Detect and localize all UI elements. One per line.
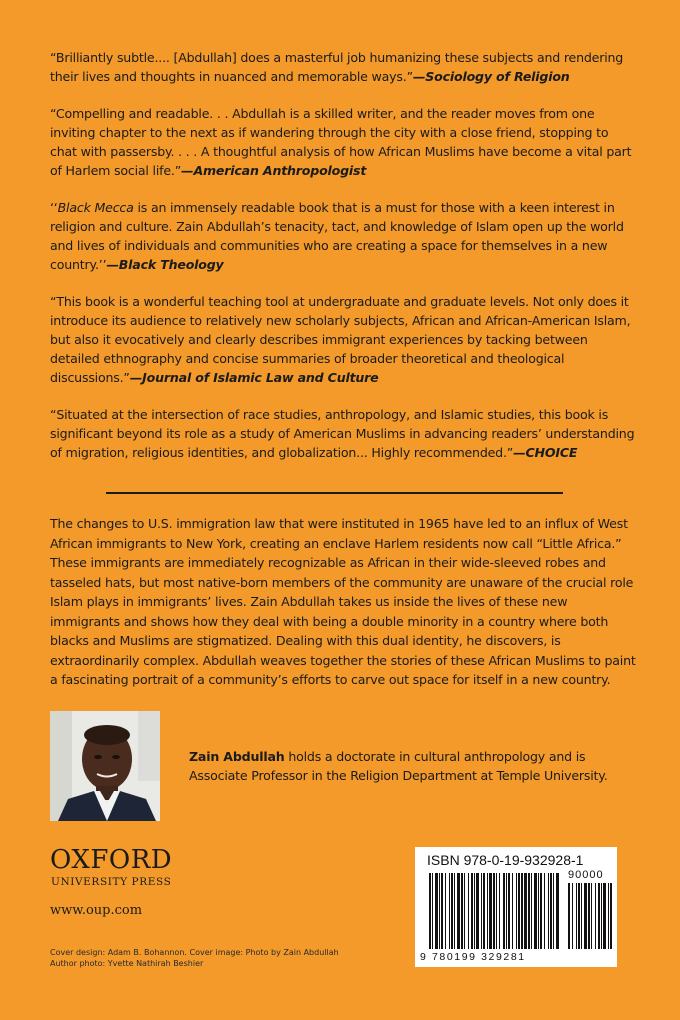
author-bio <box>189 747 629 785</box>
review-source: —Journal of Islamic Law and Culture <box>129 370 379 385</box>
book-description: The changes to U.S. immigration law that were instituted in 1965 have led to an influx of West African immigrants to New York, creating an enclave Harlem residents now call “Little Africa.” These immigrants are immediately recognizable as African in their wide-sleeved robes and tasseled hats, but most native-born members of the community are unaware of the crucial role Islam plays in immigrants’ lives. Zain Abdullah takes us inside the lives of these new immigrants and shows how they deal with being a double minority in a country where both blacks and Muslims are stigmatized. Dealing with this dual identity, he discovers, is extraordinarily complex. Abdullah weaves together the stories of these African Muslims to paint a fascinating portrait of a community’s efforts to carve out space for itself in a new country. <box>50 516 636 687</box>
author-bio-text: holds a doctorate in cultural anthropology and is Associate Professor in the Religion Department at Temple University. <box>189 749 608 783</box>
price-code: 90000 <box>568 869 604 881</box>
barcode-box <box>415 847 617 967</box>
publisher-website: www.oup.com <box>50 903 143 918</box>
review-blurb <box>50 198 635 274</box>
isbn-text: ISBN 978-0-19-932928-1 <box>427 852 584 868</box>
review-source: —CHOICE <box>513 445 578 460</box>
author-photo <box>50 711 160 821</box>
review-text: “Compelling and readable. . . Abdullah is a skilled writer, and the reader moves from one inviting chapter to the next as if wandering through the city with a close friend, stopping to chat with passersby. . . . A thoughtful analysis of how African Muslims have become a vital part of Harlem social life.” <box>50 106 632 178</box>
review-source: —American Anthropologist <box>181 163 367 178</box>
author-portrait-image <box>50 711 160 821</box>
credits-line: Author photo: Yvette Nathirah Beshier <box>50 959 204 968</box>
review-blurb <box>50 292 635 387</box>
author-name: Zain Abdullah <box>189 749 285 764</box>
review-text: “This book is a wonderful teaching tool at undergraduate and graduate levels. Not only does it introduce its audience to relatively new scholarly subjects, African and African-American Islam, but also it evocatively and clearly describes immigrant experiences by tacking between detailed ethnography and concise summaries of broader theoretical and theological discussions.” <box>50 294 631 385</box>
divider-rule <box>106 492 563 494</box>
review-blurb <box>50 405 635 462</box>
publisher-logo-sub: UNIVERSITY PRESS <box>51 876 172 888</box>
review-source: —Sociology of Religion <box>412 69 570 84</box>
credits <box>50 947 370 969</box>
review-text: “Brilliantly subtle.... [Abdullah] does a masterful job humanizing these subjects and rendering their lives and thoughts in nuanced and memorable ways.” <box>50 50 624 84</box>
credits-line: Cover design: Adam B. Bohannon. Cover image: Photo by Zain Abdullah <box>50 948 339 957</box>
barcode-digits: 9 780199 329281 <box>420 951 526 963</box>
barcode-image <box>415 847 617 967</box>
book-title-mention: Black Mecca <box>57 200 134 215</box>
review-source: —Black Theology <box>106 257 224 272</box>
review-blurbs <box>50 48 635 480</box>
review-blurb <box>50 104 635 180</box>
review-text: is an immensely readable book that is a must for those with a keen interest in religion and culture. Zain Abdullah’s tenacity, tact, and knowledge of Islam open up the world and lives of individuals and communities who are creating a space for themselves in a new country.’’ <box>50 200 624 272</box>
quote-mark: ‘‘ <box>50 200 58 215</box>
publisher-logo: OXFORD <box>50 845 173 875</box>
review-text: “Situated at the intersection of race studies, anthropology, and Islamic studies, this book is significant beyond its role as a study of American Muslims in advancing readers’ understanding of migration, religious identities, and globalization... Highly recommended.” <box>50 407 635 460</box>
review-blurb <box>50 48 635 86</box>
